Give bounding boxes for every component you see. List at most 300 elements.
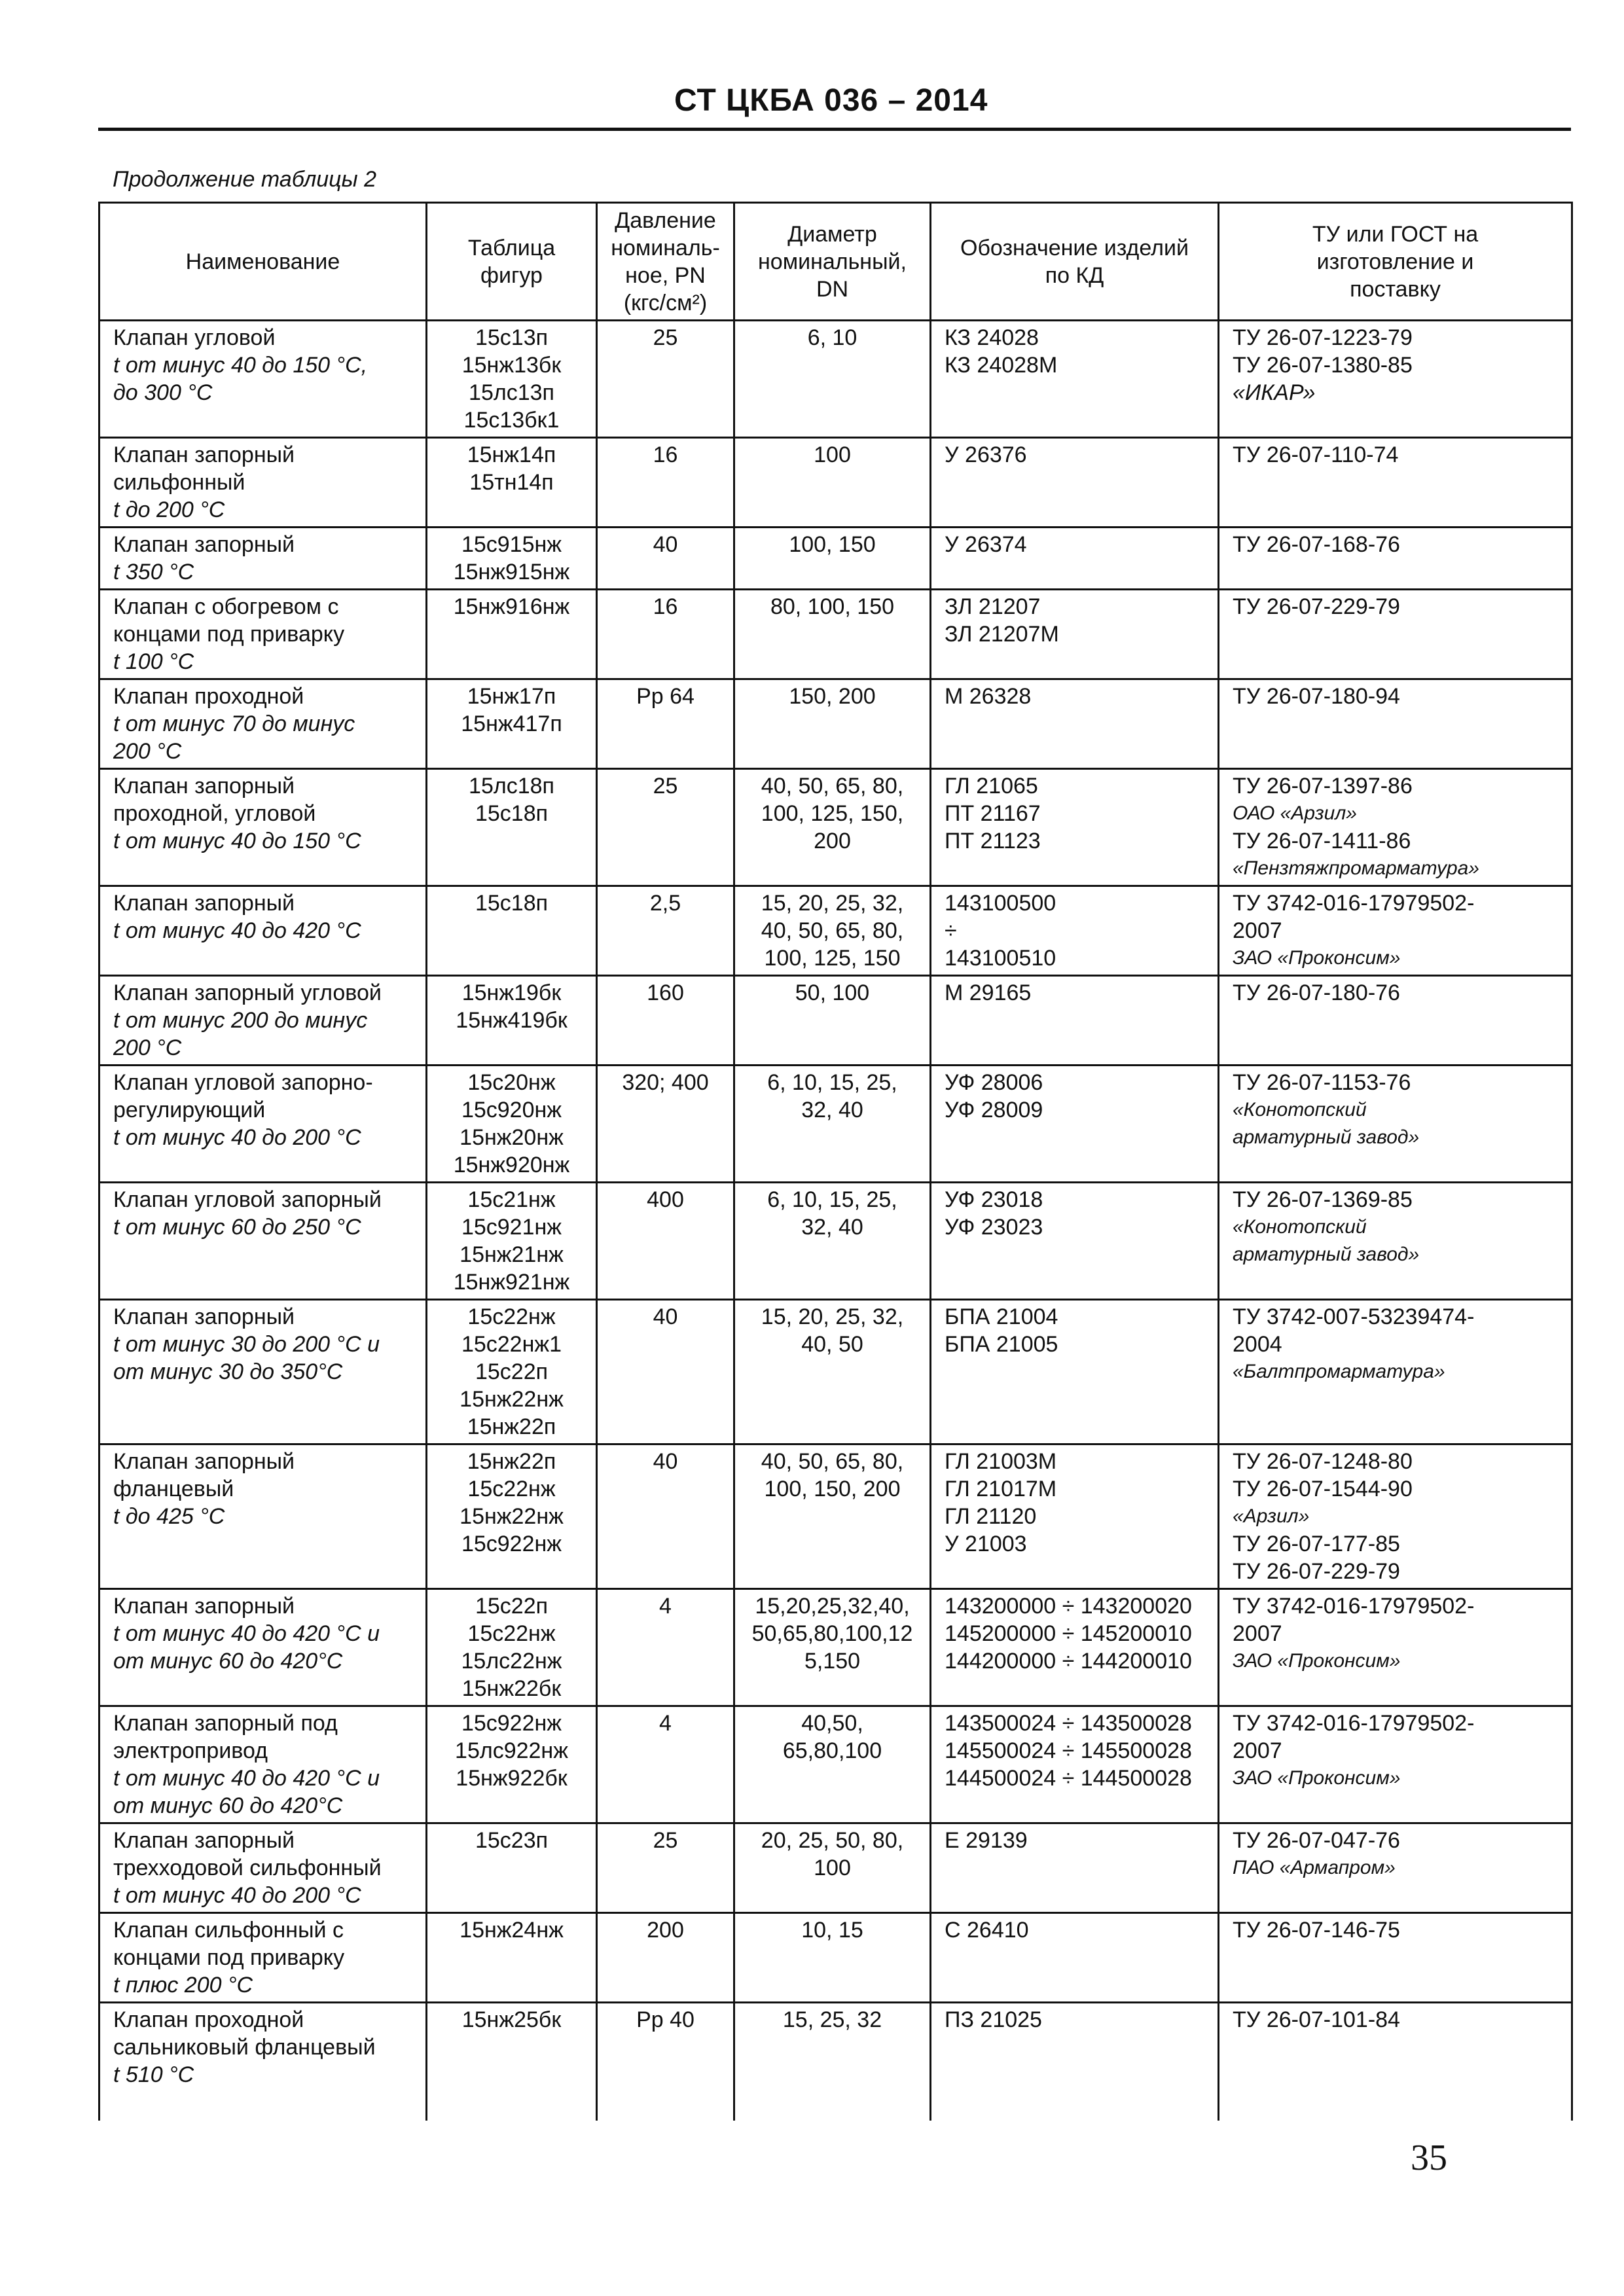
diameter-cell — [734, 976, 931, 1066]
diameter-cell — [734, 2003, 931, 2121]
col-name-header — [99, 203, 427, 321]
diameter-cell — [734, 528, 931, 590]
cell-text: 15нж915нж — [453, 560, 570, 584]
cell-text: ТУ 26-07-1544-90 — [1233, 1477, 1413, 1501]
cell-text: t плюс 200 °С — [113, 1973, 253, 1998]
cell-text: 200 °С — [113, 739, 182, 764]
cell-text: 6, 10, 15, 25, — [767, 1187, 897, 1212]
cell-text: 15нж419бк — [456, 1008, 568, 1033]
cell-text: 100, 150 — [789, 532, 876, 557]
figures-cell — [427, 1066, 597, 1183]
table-row — [99, 1444, 1572, 1589]
cell-text: Клапан запорный — [113, 891, 295, 916]
cell-text: 15с922нж — [461, 1711, 562, 1736]
header-row — [99, 203, 1572, 321]
pressure-cell — [597, 321, 734, 438]
cell-text: 100 — [814, 1856, 851, 1880]
tu-cell — [1219, 321, 1572, 438]
tu-cell — [1219, 438, 1572, 528]
cell-text: 65,80,100 — [782, 1738, 882, 1763]
cell-text: ЗЛ 21207М — [945, 622, 1059, 647]
table-row — [99, 2003, 1572, 2121]
table-row — [99, 769, 1572, 886]
name-cell — [99, 1444, 427, 1589]
cell-text: 200 — [647, 1918, 684, 1943]
cell-text: 143200000 ÷ 143200020 — [945, 1594, 1192, 1619]
kd-cell — [931, 1183, 1219, 1300]
cell-text: 6, 10 — [807, 325, 857, 350]
diameter-cell — [734, 1706, 931, 1823]
cell-text: 15лс22нж — [461, 1649, 562, 1674]
cell-text: Клапан угловой — [113, 325, 276, 350]
table-row — [99, 886, 1572, 976]
tu-cell — [1219, 1913, 1572, 2003]
figures-cell — [427, 1183, 597, 1300]
tu-cell — [1219, 976, 1572, 1066]
pressure-cell — [597, 886, 734, 976]
header-text: Наименование — [185, 249, 340, 274]
tu-cell — [1219, 590, 1572, 679]
cell-text: Клапан запорный — [113, 1449, 295, 1474]
diameter-cell — [734, 1183, 931, 1300]
kd-cell — [931, 1706, 1219, 1823]
kd-cell — [931, 679, 1219, 769]
table-row — [99, 438, 1572, 528]
cell-text: 15нж920нж — [453, 1153, 570, 1177]
cell-text: Клапан сильфонный с — [113, 1918, 344, 1943]
table-row — [99, 976, 1572, 1066]
cell-text: 15нж14п — [467, 442, 556, 467]
kd-cell — [931, 321, 1219, 438]
cell-text: 15с22нж1 — [461, 1332, 562, 1357]
cell-text: 100, 125, 150 — [764, 946, 901, 971]
cell-text: 15нж22нж — [460, 1387, 564, 1412]
table-row — [99, 1913, 1572, 2003]
figures-cell — [427, 1823, 597, 1913]
cell-text: 15нж20нж — [460, 1125, 564, 1150]
cell-text: t от минус 40 до 420 °С и — [113, 1621, 380, 1646]
cell-text: Клапан запорный — [113, 1304, 295, 1329]
cell-text: t от минус 60 до 250 °С — [113, 1215, 361, 1240]
cell-text: ЗЛ 21207 — [945, 594, 1041, 619]
cell-text: 143500024 ÷ 143500028 — [945, 1711, 1192, 1736]
cell-text: 40 — [653, 1304, 678, 1329]
tu-cell — [1219, 528, 1572, 590]
cell-text: 200 °С — [113, 1035, 182, 1060]
pressure-cell — [597, 528, 734, 590]
cell-text: 5,150 — [804, 1649, 861, 1674]
cell-text: t от минус 40 до 420 °С и — [113, 1766, 380, 1791]
cell-text: ТУ 26-07-1223-79 — [1233, 325, 1413, 350]
cell-text: 20, 25, 50, 80, — [761, 1828, 904, 1853]
cell-text: 15, 25, 32 — [782, 2007, 882, 2032]
name-cell — [99, 1066, 427, 1183]
kd-cell — [931, 1589, 1219, 1706]
cell-text: 143100510 — [945, 946, 1056, 971]
name-cell — [99, 438, 427, 528]
cell-text: ТУ 26-07-229-79 — [1233, 594, 1400, 619]
cell-text: 15с915нж — [461, 532, 562, 557]
cell-text: У 26374 — [945, 532, 1027, 557]
cell-text: 50,65,80,100,12 — [751, 1621, 913, 1646]
tu-cell — [1219, 769, 1572, 886]
header-text: Обозначение изделий — [960, 235, 1189, 260]
diameter-cell — [734, 769, 931, 886]
cell-text: ЗАО «Проконсим» — [1233, 947, 1401, 969]
cell-text: ОАО «Арзил» — [1233, 802, 1357, 824]
cell-text: 16 — [653, 442, 678, 467]
figures-cell — [427, 321, 597, 438]
cell-text: t от минус 40 до 420 °С — [113, 918, 361, 943]
figures-cell — [427, 1706, 597, 1823]
figures-cell — [427, 590, 597, 679]
cell-text: до 300 °С — [113, 380, 213, 405]
cell-text: 40, 50 — [801, 1332, 863, 1357]
cell-text: 15нж922бк — [456, 1766, 568, 1791]
cell-text: 15с20нж — [467, 1070, 556, 1095]
cell-text: арматурный завод» — [1233, 1126, 1420, 1148]
cell-text: 15с23п — [475, 1828, 549, 1853]
cell-text: 15нж21нж — [460, 1242, 564, 1267]
cell-text: ПТ 21123 — [945, 829, 1041, 853]
cell-text: ТУ 26-07-177-85 — [1233, 1532, 1400, 1556]
cell-text: 15нж921нж — [453, 1270, 570, 1295]
valves-table — [98, 202, 1573, 2121]
table-row — [99, 679, 1572, 769]
cell-text: Клапан запорный под — [113, 1711, 338, 1736]
cell-text: t 350 °С — [113, 560, 194, 584]
cell-text: ГЛ 21003М — [945, 1449, 1057, 1474]
cell-text: «Балтпромарматура» — [1233, 1361, 1445, 1382]
kd-cell — [931, 528, 1219, 590]
name-cell — [99, 1823, 427, 1913]
header-text: изготовление и — [1316, 249, 1474, 274]
name-cell — [99, 321, 427, 438]
name-cell — [99, 528, 427, 590]
pressure-cell — [597, 1706, 734, 1823]
cell-text: 160 — [647, 980, 684, 1005]
cell-text: ТУ 26-07-1397-86 — [1233, 774, 1413, 798]
cell-text: 15лс13п — [469, 380, 554, 405]
cell-text: УФ 23023 — [945, 1215, 1043, 1240]
col-pressure-header — [597, 203, 734, 321]
cell-text: 15с22нж — [467, 1621, 556, 1646]
figures-cell — [427, 679, 597, 769]
cell-text: 15с22нж — [467, 1304, 556, 1329]
name-cell — [99, 1183, 427, 1300]
cell-text: 40, 50, 65, 80, — [761, 774, 904, 798]
diameter-cell — [734, 1066, 931, 1183]
cell-text: 40, 50, 65, 80, — [761, 1449, 904, 1474]
cell-text: t до 200 °С — [113, 497, 225, 522]
cell-text: регулирующий — [113, 1098, 266, 1122]
cell-text: ТУ 3742-016-17979502- — [1233, 1711, 1475, 1736]
pressure-cell — [597, 1066, 734, 1183]
tu-cell — [1219, 1444, 1572, 1589]
cell-text: t до 425 °С — [113, 1504, 225, 1529]
diameter-cell — [734, 321, 931, 438]
cell-text: 15с920нж — [461, 1098, 562, 1122]
cell-text: Клапан запорный — [113, 774, 295, 798]
table-row — [99, 1706, 1572, 1823]
table-body — [99, 321, 1572, 2121]
cell-text: ПТ 21167 — [945, 801, 1041, 826]
cell-text: 320; 400 — [622, 1070, 709, 1095]
table-row — [99, 528, 1572, 590]
cell-text: 40 — [653, 532, 678, 557]
figures-cell — [427, 1300, 597, 1444]
pressure-cell — [597, 1444, 734, 1589]
cell-text: 15нж13бк — [461, 353, 562, 378]
pressure-cell — [597, 976, 734, 1066]
kd-cell — [931, 1300, 1219, 1444]
cell-text: 15нж22п — [467, 1449, 556, 1474]
cell-text: 15с22п — [475, 1359, 549, 1384]
cell-text: от минус 60 до 420°С — [113, 1649, 343, 1674]
cell-text: ТУ 26-07-1380-85 — [1233, 353, 1413, 378]
cell-text: 15лс922нж — [455, 1738, 568, 1763]
name-cell — [99, 1706, 427, 1823]
table-row — [99, 1823, 1572, 1913]
tu-cell — [1219, 1823, 1572, 1913]
header-text: (кгс/см²) — [623, 290, 708, 315]
table-row — [99, 1183, 1572, 1300]
cell-text: t от минус 200 до минус — [113, 1008, 368, 1033]
name-cell — [99, 1589, 427, 1706]
cell-text: 40, 50, 65, 80, — [761, 918, 904, 943]
col-tu-header — [1219, 203, 1572, 321]
cell-text: 50, 100 — [795, 980, 870, 1005]
cell-text: 100, 125, 150, — [761, 801, 904, 826]
col-kd-header — [931, 203, 1219, 321]
diameter-cell — [734, 1589, 931, 1706]
cell-text: Рр 40 — [636, 2007, 695, 2032]
tu-cell — [1219, 2003, 1572, 2121]
cell-text: ТУ 26-07-168-76 — [1233, 532, 1400, 557]
pressure-cell — [597, 769, 734, 886]
cell-text: КЗ 24028 — [945, 325, 1039, 350]
cell-text: 15нж417п — [461, 711, 562, 736]
diameter-cell — [734, 590, 931, 679]
cell-text: 4 — [659, 1711, 672, 1736]
name-cell — [99, 976, 427, 1066]
tu-cell — [1219, 1589, 1572, 1706]
cell-text: С 26410 — [945, 1918, 1029, 1943]
cell-text: ЗАО «Проконсим» — [1233, 1650, 1401, 1672]
cell-text: 15с18п — [475, 801, 549, 826]
cell-text: 15тн14п — [469, 470, 554, 495]
cell-text: УФ 23018 — [945, 1187, 1043, 1212]
cell-text: от минус 30 до 350°С — [113, 1359, 343, 1384]
header-text: DN — [816, 276, 849, 302]
kd-cell — [931, 976, 1219, 1066]
header-text: Таблица — [467, 235, 556, 260]
cell-text: 25 — [653, 774, 678, 798]
header-text: ТУ или ГОСТ на — [1312, 221, 1479, 247]
cell-text: 40,50, — [801, 1711, 863, 1736]
cell-text: ТУ 26-07-110-74 — [1233, 442, 1399, 467]
header-text: фигур — [480, 262, 543, 288]
cell-text: ТУ 3742-007-53239474- — [1233, 1304, 1475, 1329]
header-text: ное, PN — [625, 262, 706, 288]
cell-text: 15нж24нж — [460, 1918, 564, 1943]
cell-text: 100, 150, 200 — [764, 1477, 901, 1501]
cell-text: ПАО «Армапром» — [1233, 1857, 1396, 1878]
cell-text: 2004 — [1233, 1332, 1282, 1357]
kd-cell — [931, 1823, 1219, 1913]
table-header — [99, 203, 1572, 321]
cell-text: t от минус 70 до минус — [113, 711, 355, 736]
cell-text: 2,5 — [649, 891, 681, 916]
header-rule — [98, 128, 1571, 131]
cell-text: УФ 28006 — [945, 1070, 1043, 1095]
cell-text: ТУ 26-07-047-76 — [1233, 1828, 1400, 1853]
cell-text: 2007 — [1233, 1621, 1282, 1646]
cell-text: 15с18п — [475, 891, 549, 916]
cell-text: 150, 200 — [789, 684, 876, 709]
cell-text: Рр 64 — [636, 684, 695, 709]
table-row — [99, 1066, 1572, 1183]
name-cell — [99, 679, 427, 769]
cell-text: 15, 20, 25, 32, — [761, 1304, 904, 1329]
cell-text: Е 29139 — [945, 1828, 1028, 1853]
cell-text: проходной, угловой — [113, 801, 316, 826]
figures-cell — [427, 1589, 597, 1706]
cell-text: 15с22п — [475, 1594, 549, 1619]
cell-text: 15с13п — [475, 325, 549, 350]
cell-text: арматурный завод» — [1233, 1244, 1420, 1265]
cell-text: ТУ 26-07-180-76 — [1233, 980, 1400, 1005]
cell-text: 15нж22бк — [461, 1676, 562, 1701]
cell-text: t от минус 30 до 200 °С и — [113, 1332, 380, 1357]
diameter-cell — [734, 679, 931, 769]
table-row — [99, 1589, 1572, 1706]
cell-text: 15лс18п — [469, 774, 554, 798]
diameter-cell — [734, 1444, 931, 1589]
cell-text: ТУ 3742-016-17979502- — [1233, 1594, 1475, 1619]
col-diameter-header — [734, 203, 931, 321]
pressure-cell — [597, 2003, 734, 2121]
pressure-cell — [597, 1300, 734, 1444]
header-text: Диаметр — [787, 221, 877, 247]
cell-text: Клапан запорный — [113, 1594, 295, 1619]
cell-text: 15нж17п — [467, 684, 556, 709]
cell-text: 15с921нж — [461, 1215, 562, 1240]
cell-text: Клапан угловой запорно- — [113, 1070, 373, 1095]
cell-text: сильфонный — [113, 470, 245, 495]
pressure-cell — [597, 1823, 734, 1913]
cell-text: У 26376 — [945, 442, 1027, 467]
header-text: номиналь- — [611, 235, 720, 260]
kd-cell — [931, 1913, 1219, 2003]
cell-text: ГЛ 21017М — [945, 1477, 1057, 1501]
kd-cell — [931, 2003, 1219, 2121]
cell-text: У 21003 — [945, 1532, 1027, 1556]
cell-text: ГЛ 21065 — [945, 774, 1038, 798]
cell-text: ТУ 26-07-1369-85 — [1233, 1187, 1413, 1212]
cell-text: 15с22нж — [467, 1477, 556, 1501]
name-cell — [99, 1913, 427, 2003]
cell-text: 145500024 ÷ 145500028 — [945, 1738, 1192, 1763]
cell-text: ТУ 26-07-101-84 — [1233, 2007, 1400, 2032]
figures-cell — [427, 438, 597, 528]
page-number: 35 — [1411, 2138, 1447, 2178]
header-text: номинальный, — [758, 249, 907, 274]
cell-text: 10, 15 — [801, 1918, 863, 1943]
document-standard-code: СТ ЦКБА 036 – 2014 — [674, 83, 988, 118]
cell-text: М 26328 — [945, 684, 1032, 709]
tu-cell — [1219, 1300, 1572, 1444]
tu-cell — [1219, 1183, 1572, 1300]
cell-text: 80, 100, 150 — [770, 594, 895, 619]
cell-text: М 29165 — [945, 980, 1032, 1005]
cell-text: Клапан запорный — [113, 442, 295, 467]
name-cell — [99, 590, 427, 679]
figures-cell — [427, 886, 597, 976]
cell-text: Клапан запорный угловой — [113, 980, 382, 1005]
cell-text: «Конотопский — [1233, 1099, 1367, 1121]
cell-text: ПЗ 21025 — [945, 2007, 1042, 2032]
cell-text: 2007 — [1233, 918, 1282, 943]
cell-text: 32, 40 — [801, 1215, 863, 1240]
cell-text: t 100 °С — [113, 649, 194, 674]
cell-text: ТУ 26-07-1411-86 — [1233, 829, 1411, 853]
cell-text: УФ 28009 — [945, 1098, 1043, 1122]
tu-cell — [1219, 679, 1572, 769]
diameter-cell — [734, 1823, 931, 1913]
cell-text: 6, 10, 15, 25, — [767, 1070, 897, 1095]
cell-text: t от минус 40 до 150 °С — [113, 829, 361, 853]
cell-text: электропривод — [113, 1738, 268, 1763]
cell-text: 15,20,25,32,40, — [755, 1594, 910, 1619]
cell-text: БПА 21005 — [945, 1332, 1058, 1357]
figures-cell — [427, 976, 597, 1066]
table-row — [99, 321, 1572, 438]
cell-text: t от минус 40 до 150 °С, — [113, 353, 368, 378]
name-cell — [99, 2003, 427, 2121]
kd-cell — [931, 438, 1219, 528]
cell-text: ТУ 26-07-1153-76 — [1233, 1070, 1411, 1095]
cell-text: Клапан запорный — [113, 532, 295, 557]
kd-cell — [931, 769, 1219, 886]
table-row — [99, 1300, 1572, 1444]
header-text: по КД — [1045, 262, 1104, 288]
cell-text: КЗ 24028М — [945, 353, 1058, 378]
diameter-cell — [734, 1300, 931, 1444]
table-row — [99, 590, 1572, 679]
cell-text: 25 — [653, 325, 678, 350]
cell-text: t от минус 40 до 200 °С — [113, 1125, 361, 1150]
header-text: Давление — [615, 207, 716, 233]
cell-text: 200 — [814, 829, 851, 853]
figures-cell — [427, 1444, 597, 1589]
tu-cell — [1219, 886, 1572, 976]
pressure-cell — [597, 1183, 734, 1300]
cell-text: 40 — [653, 1449, 678, 1474]
header-text: поставку — [1350, 276, 1441, 302]
cell-text: 15с21нж — [467, 1187, 556, 1212]
cell-text: трехходовой сильфонный — [113, 1856, 382, 1880]
cell-text: Клапан с обогревом с — [113, 594, 339, 619]
cell-text: ТУ 26-07-180-94 — [1233, 684, 1400, 709]
diameter-cell — [734, 886, 931, 976]
cell-text: ТУ 26-07-229-79 — [1233, 1559, 1400, 1584]
cell-text: ЗАО «Проконсим» — [1233, 1767, 1401, 1789]
diameter-cell — [734, 1913, 931, 2003]
cell-text: ГЛ 21120 — [945, 1504, 1037, 1529]
cell-text: концами под приварку — [113, 622, 345, 647]
figures-cell — [427, 2003, 597, 2121]
